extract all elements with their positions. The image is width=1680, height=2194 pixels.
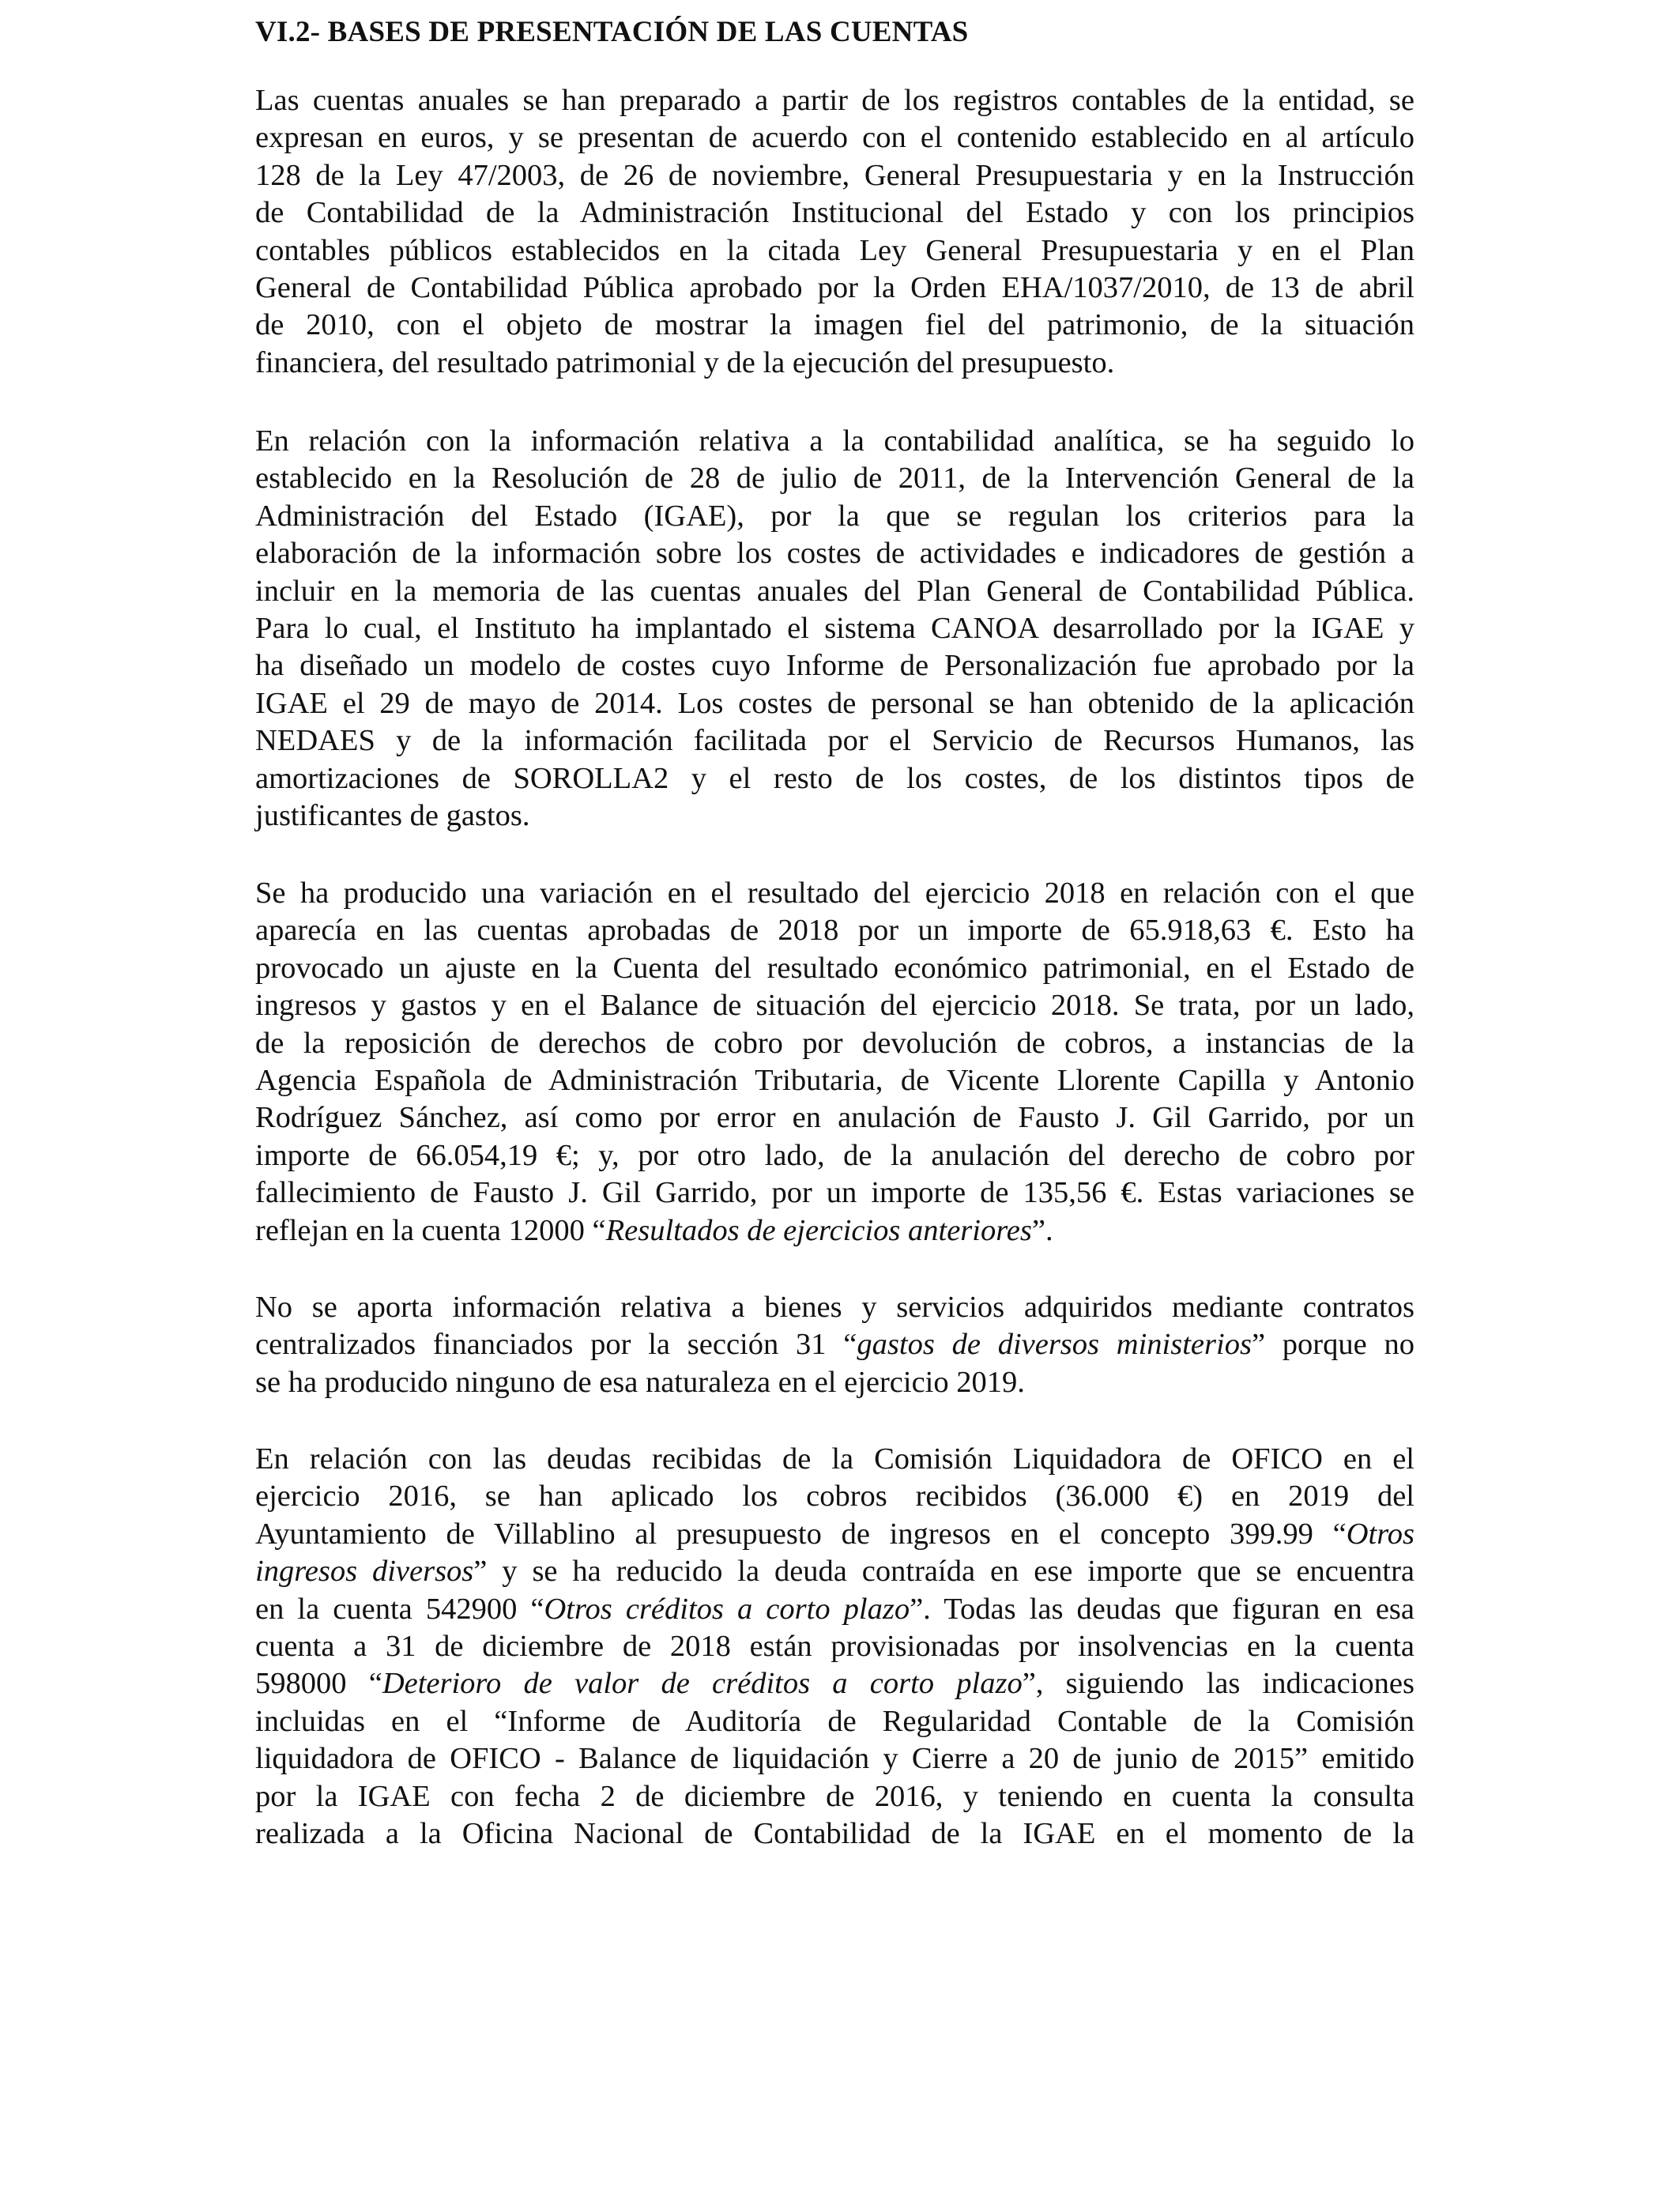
text-line: fallecimiento de Fausto J. Gil Garrido, por un importe de 135,56 €. Estas variaciones se [255, 1176, 1414, 1210]
text-line: de Contabilidad de la Administración Institucional del Estado y con los principios [255, 196, 1414, 230]
text-line: IGAE el 29 de mayo de 2014. Los costes de personal se han obtenido de la aplicación [255, 686, 1414, 720]
text-line: En relación con la información relativa a la contabilidad analítica, se ha seguido lo [255, 424, 1414, 458]
text-run: Ayuntamiento de Villablino al presupuesto de ingresos en el concepto 399.99 “ [255, 1517, 1347, 1551]
paragraph-centralized-contracts [255, 1289, 1414, 1401]
text-line: provocado un ajuste en la Cuenta del resultado económico patrimonial, en el Estado de [255, 951, 1414, 985]
text-line [255, 1516, 1414, 1553]
text-run: en la cuenta 542900 “ [255, 1592, 544, 1626]
italic-section-name: gastos de diversos ministerios [857, 1328, 1252, 1362]
text-run: 598000 “ [255, 1667, 382, 1701]
italic-account-name: Deterioro de valor de créditos a corto plazo [382, 1667, 1023, 1701]
text-line: establecido en la Resolución de 28 de julio de 2011, de la Intervención General de la [255, 462, 1414, 496]
text-line: financiera, del resultado patrimonial y de la ejecución del presupuesto. [255, 345, 1115, 379]
text-line: cuenta a 31 de diciembre de 2018 están provisionadas por insolvencias en la cuenta [255, 1630, 1414, 1664]
text-line: liquidadora de OFICO - Balance de liquidación y Cierre a 20 de junio de 2015” emitido [255, 1742, 1414, 1776]
text-line: NEDAES y de la información facilitada por el Servicio de Recursos Humanos, las [255, 724, 1414, 758]
text-line: expresan en euros, y se presentan de acuerdo con el contenido establecido en al artículo [255, 121, 1414, 155]
text-line: Administración del Estado (IGAE), por la que se regulan los criterios para la [255, 499, 1414, 533]
italic-account-name: Otros créditos a corto plazo [544, 1592, 910, 1626]
text-line: Rodríguez Sánchez, así como por error en anulación de Fausto J. Gil Garrido, por un [255, 1101, 1414, 1135]
text-line [255, 1326, 1414, 1363]
text-line: elaboración de la información sobre los costes de actividades e indicadores de gestión a [255, 537, 1414, 571]
italic-account-name: Resultados de ejercicios anteriores [605, 1213, 1032, 1247]
text-line: Las cuentas anuales se han preparado a partir de los registros contables de la entidad, se [255, 84, 1414, 117]
text-line: ha diseñado un modelo de costes cuyo Informe de Personalización fue aprobado por la [255, 649, 1414, 683]
text-line: de la reposición de derechos de cobro por devolución de cobros, a instancias de la [255, 1026, 1414, 1060]
text-line [255, 1212, 1414, 1250]
text-line [255, 1553, 1414, 1590]
text-line: incluidas en el “Informe de Auditoría de Regularidad Contable de la Comisión [255, 1704, 1414, 1738]
text-line: amortizaciones de SOROLLA2 y el resto de los costes, de los distintos tipos de [255, 761, 1414, 795]
text-run: ” y se ha reducido la deuda contraída en ese importe que se encuentra [473, 1555, 1415, 1589]
text-run: ”. [1031, 1213, 1053, 1247]
text-line: ejercicio 2016, se han aplicado los cobros recibidos (36.000 €) en 2019 del [255, 1480, 1414, 1514]
text-line: En relación con las deudas recibidas de la Comisión Liquidadora de OFICO en el [255, 1442, 1414, 1476]
text-line: por la IGAE con fecha 2 de diciembre de 2016, y teniendo en cuenta la consulta [255, 1779, 1414, 1813]
text-line: No se aporta información relativa a bienes y servicios adquiridos mediante contratos [255, 1291, 1414, 1324]
paragraph-result-variation [255, 875, 1414, 1250]
text-line: Agencia Española de Administración Tributaria, de Vicente Llorente Capilla y Antonio [255, 1064, 1414, 1098]
text-line: contables públicos establecidos en la citada Ley General Presupuestaria y en el Plan [255, 233, 1414, 267]
text-line: de 2010, con el objeto de mostrar la imagen fiel del patrimonio, de la situación [255, 308, 1414, 342]
text-run: ” porque no [1251, 1328, 1414, 1362]
text-line: aparecía en las cuentas aprobadas de 2018 por un importe de 65.918,63 €. Esto ha [255, 914, 1414, 948]
text-line: se ha producido ninguno de esa naturaleza en el ejercicio 2019. [255, 1365, 1025, 1399]
italic-concept-name: ingresos diversos [255, 1555, 474, 1589]
text-line [255, 1591, 1414, 1628]
paragraph-presentation-basis [255, 82, 1414, 382]
section-heading: VI.2- BASES DE PRESENTACIÓN DE LAS CUENTAS [255, 16, 969, 48]
text-line: Se ha producido una variación en el resultado del ejercicio 2018 en relación con el que [255, 876, 1414, 910]
text-line: ingresos y gastos y en el Balance de situación del ejercicio 2018. Se trata, por un lado, [255, 989, 1414, 1023]
text-line [255, 1665, 1414, 1702]
text-run: centralizados financiados por la sección 31 “ [255, 1328, 857, 1362]
paragraph-ofico-debts [255, 1441, 1414, 1853]
text-line: General de Contabilidad Pública aprobado por la Orden EHA/1037/2010, de 13 de abril [255, 271, 1414, 305]
text-run: reflejan en la cuenta 12000 “ [255, 1213, 606, 1247]
text-line: realizada a la Oficina Nacional de Contabilidad de la IGAE en el momento de la [255, 1817, 1414, 1851]
text-run: ”. Todas las deudas que figuran en esa [910, 1592, 1415, 1626]
text-line: 128 de la Ley 47/2003, de 26 de noviembre, General Presupuestaria y en la Instrucción [255, 158, 1414, 192]
text-line: incluir en la memoria de las cuentas anuales del Plan General de Contabilidad Pública. [255, 574, 1414, 608]
italic-concept-name: Otros [1346, 1517, 1414, 1551]
text-line: justificantes de gastos. [255, 799, 530, 833]
text-line: importe de 66.054,19 €; y, por otro lado, de la anulación del derecho de cobro por [255, 1138, 1414, 1172]
text-line: Para lo cual, el Instituto ha implantado el sistema CANOA desarrollado por la IGAE y [255, 612, 1414, 646]
text-run: ”, siguiendo las indicaciones [1022, 1667, 1414, 1701]
paragraph-analytic-accounting [255, 423, 1414, 835]
